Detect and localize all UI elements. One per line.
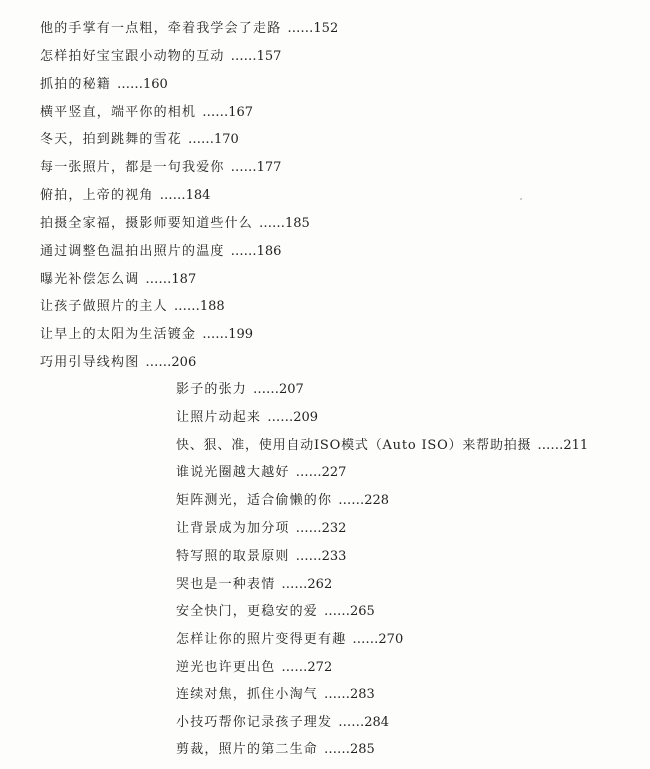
toc-entry-page: 227	[321, 465, 347, 480]
toc-entry-leader: ……	[145, 272, 172, 287]
toc-entry-leader: ……	[117, 77, 144, 92]
toc-entry	[40, 271, 196, 289]
toc-entry-page: 283	[350, 687, 375, 702]
toc-entry-title: 怎样拍好宝宝跟小动物的互动	[40, 49, 225, 64]
toc-entry	[40, 215, 310, 233]
toc-entry-title: 连续对焦，抓住小淘气	[176, 687, 319, 702]
toc-entry-title: 让早上的太阳为生活镀金	[40, 327, 197, 342]
toc-entry-title: 让照片动起来	[176, 410, 262, 425]
toc-entry	[176, 492, 389, 510]
toc-entry-leader: ……	[338, 493, 365, 508]
toc-entry-page: 209	[293, 410, 319, 425]
toc-entry-leader: ……	[202, 327, 229, 342]
toc-entry	[176, 464, 346, 482]
toc-entry-leader: ……	[281, 660, 308, 675]
toc-entry-title: 曝光补偿怎么调	[40, 272, 140, 287]
toc-entry-leader: ……	[537, 438, 564, 453]
toc-entry-page: 188	[199, 299, 225, 314]
toc-entry-leader: ……	[259, 216, 286, 231]
toc-entry	[40, 131, 239, 149]
toc-entry	[40, 298, 225, 316]
toc-entry-page: 187	[171, 272, 197, 287]
toc-entry-title: 让孩子做照片的主人	[40, 299, 168, 314]
toc-entry-leader: ……	[295, 521, 322, 536]
toc-entry-title: 横平竖直，端平你的相机	[40, 105, 197, 120]
toc-entry	[40, 76, 168, 94]
toc-entry-leader: ……	[295, 465, 322, 480]
toc-entry	[40, 326, 253, 344]
toc-entry	[176, 714, 389, 732]
toc-entry-title: 冬天，拍到跳舞的雪花	[40, 132, 183, 147]
toc-entry-leader: ……	[281, 577, 308, 592]
toc-entry-title: 俯拍，上帝的视角	[40, 188, 154, 203]
toc-entry-title: 谁说光圈越大越好	[176, 465, 290, 480]
toc-entry-title: 影子的张力	[176, 382, 248, 397]
toc-entry	[176, 631, 403, 649]
toc-entry	[40, 20, 338, 38]
toc-entry	[176, 741, 375, 759]
toc-entry-title: 逆光也许更出色	[176, 660, 276, 675]
toc-entry-leader: ……	[324, 742, 351, 757]
toc-entry-page: 285	[350, 742, 375, 757]
toc-entry	[40, 187, 210, 205]
toc-entry	[176, 686, 375, 704]
toc-entry-page: 233	[321, 549, 347, 564]
toc-entry-page: 170	[214, 132, 239, 147]
toc-entry	[176, 603, 375, 621]
paper-speck	[520, 198, 522, 200]
toc-entry-leader: ……	[352, 632, 379, 647]
toc-entry-page: 186	[256, 244, 282, 259]
toc-entry-page: 152	[313, 21, 339, 36]
toc-entry-title: 哭也是一种表情	[176, 577, 276, 592]
toc-entry-leader: ……	[173, 299, 200, 314]
toc-entry	[40, 159, 281, 177]
toc-entry	[176, 659, 332, 677]
toc-entry-page: 206	[171, 355, 197, 370]
toc-entry-page: 184	[185, 188, 211, 203]
toc-entry-title: 特写照的取景原则	[176, 549, 290, 564]
toc-entry-page: 211	[563, 438, 589, 453]
toc-entry-page: 262	[307, 577, 333, 592]
toc-entry-title: 快、狠、准，使用自动ISO模式（Auto ISO）来帮助拍摄	[176, 438, 532, 453]
toc-entry	[40, 243, 281, 261]
toc-entry-page: 272	[307, 660, 333, 675]
toc-entry-page: 199	[228, 327, 254, 342]
toc-entry-leader: ……	[230, 244, 257, 259]
toc-entry-leader: ……	[145, 355, 172, 370]
toc-entry-leader: ……	[287, 21, 314, 36]
toc-entry	[176, 576, 332, 594]
toc-entry-leader: ……	[253, 382, 280, 397]
toc-entry	[40, 48, 281, 66]
toc-entry-leader: ……	[324, 687, 351, 702]
toc-entry-title: 小技巧帮你记录孩子理发	[176, 715, 333, 730]
toc-entry-page: 228	[364, 493, 390, 508]
toc-entry-leader: ……	[188, 132, 215, 147]
toc-entry-title: 怎样让你的照片变得更有趣	[176, 632, 347, 647]
toc-entry-page: 232	[321, 521, 347, 536]
toc-entry-leader: ……	[295, 549, 322, 564]
toc-entry-title: 抓拍的秘籍	[40, 77, 112, 92]
toc-entry	[176, 437, 588, 455]
toc-entry-title: 拍摄全家福，摄影师要知道些什么	[40, 216, 254, 231]
toc-entry-title: 他的手掌有一点粗，牵着我学会了走路	[40, 21, 282, 36]
toc-entry-title: 安全快门，更稳安的爱	[176, 604, 319, 619]
toc-entry-leader: ……	[324, 604, 351, 619]
toc-entry-page: 177	[256, 160, 282, 175]
toc-entry-title: 巧用引导线构图	[40, 355, 140, 370]
toc-entry-leader: ……	[267, 410, 294, 425]
toc-entry	[40, 354, 196, 372]
toc-entry-title: 每一张照片，都是一句我爱你	[40, 160, 225, 175]
toc-entry-leader: ……	[230, 49, 257, 64]
toc-entry	[176, 548, 346, 566]
toc-entry-page: 207	[279, 382, 304, 397]
toc-entry-page: 284	[364, 715, 390, 730]
toc-entry-page: 185	[285, 216, 310, 231]
toc-entry-title: 剪裁，照片的第二生命	[176, 742, 319, 757]
toc-entry-title: 通过调整色温拍出照片的温度	[40, 244, 225, 259]
toc-entry-page: 167	[228, 105, 254, 120]
toc-entry	[176, 520, 346, 538]
toc-entry-page: 265	[350, 604, 375, 619]
toc-entry-leader: ……	[159, 188, 186, 203]
toc-entry-leader: ……	[202, 105, 229, 120]
toc-entry-page: 270	[378, 632, 404, 647]
toc-entry-leader: ……	[338, 715, 365, 730]
toc-entry-title: 矩阵测光，适合偷懒的你	[176, 493, 333, 508]
toc-entry-page: 160	[143, 77, 168, 92]
toc-entry-title: 让背景成为加分项	[176, 521, 290, 536]
toc-entry	[176, 381, 304, 399]
toc-entry	[40, 104, 253, 122]
toc-entry-leader: ……	[230, 160, 257, 175]
toc-entry-page: 157	[256, 49, 282, 64]
toc-entry	[176, 409, 318, 427]
